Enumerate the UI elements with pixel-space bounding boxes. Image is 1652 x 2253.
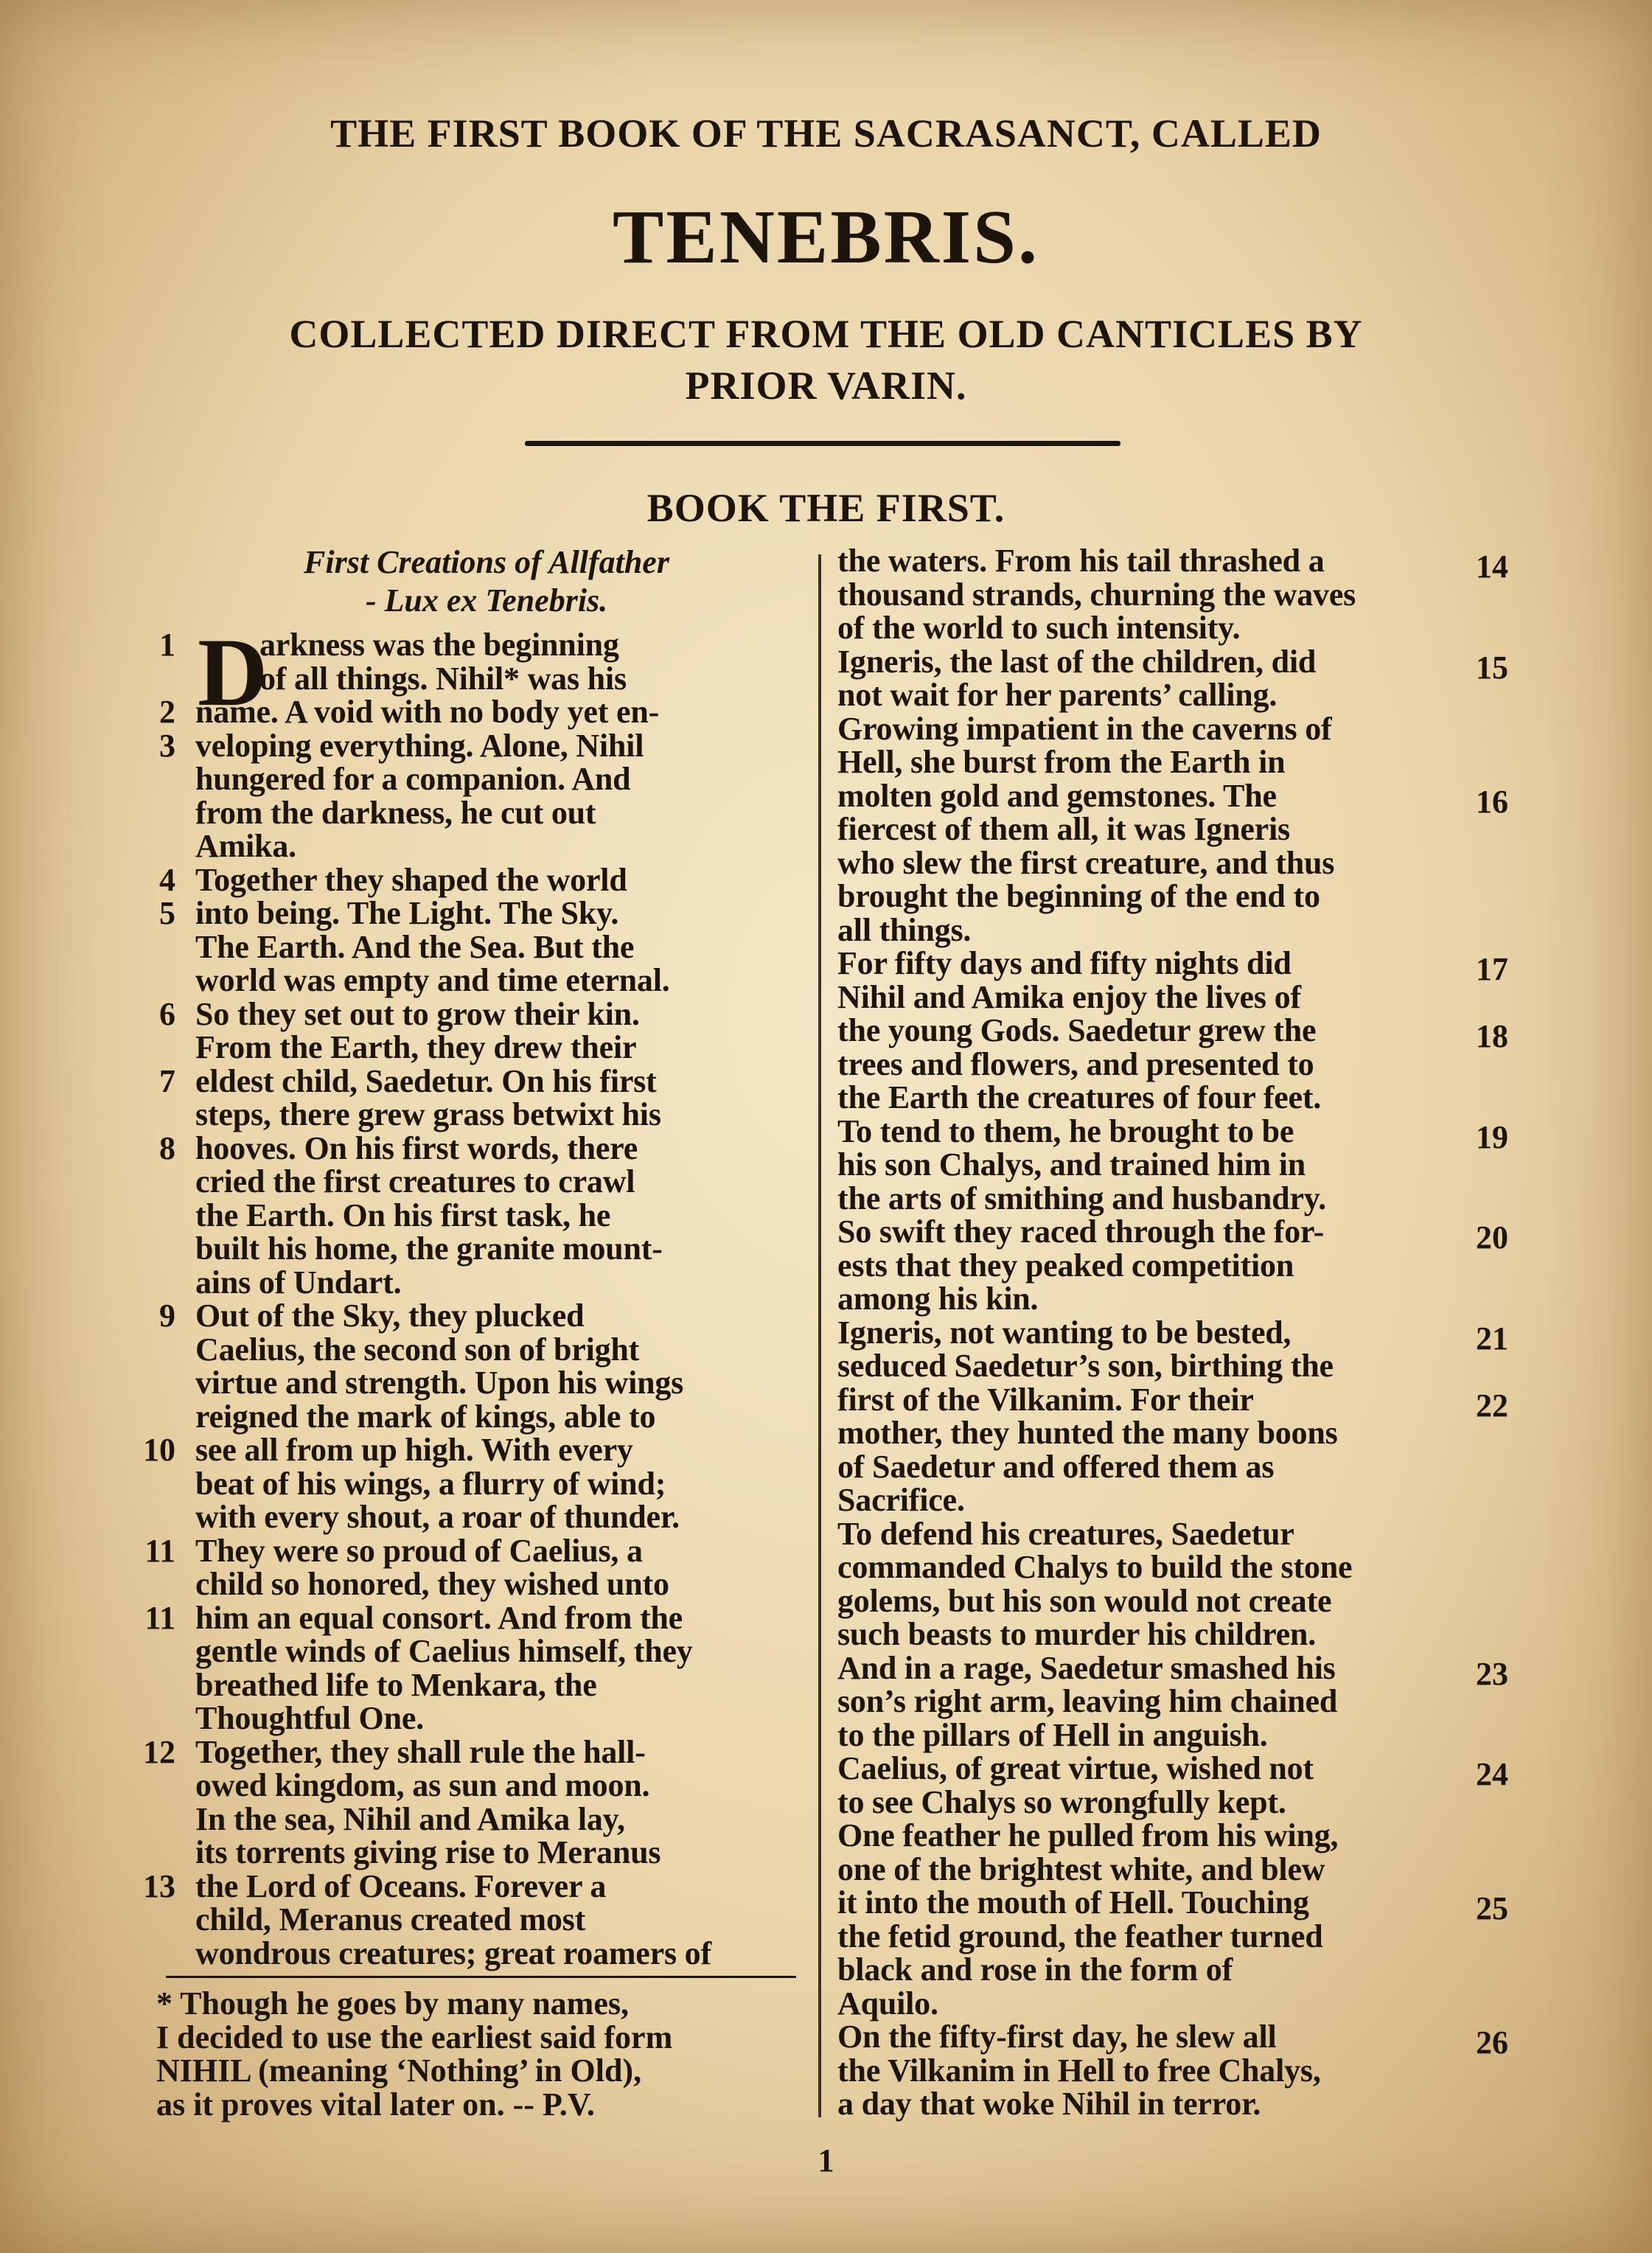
left-line: name. A void with no body yet en- — [195, 694, 660, 730]
verse-number: 12 — [143, 1733, 175, 1770]
left-line: Together, they shall rule the hall- — [195, 1733, 646, 1770]
right-line: On the fifty-first day, he slew all — [837, 2019, 1277, 2055]
verse-number: 17 — [1476, 951, 1508, 987]
right-line: all things. — [837, 911, 972, 948]
verse-number: 15 — [1476, 649, 1508, 686]
right-line: the Earth the creatures of four feet. — [837, 1079, 1322, 1115]
left-line: From the Earth, they drew their — [195, 1029, 637, 1065]
left-line: into being. The Light. The Sky. — [195, 895, 619, 931]
footnote-line: * Though he goes by many names, — [156, 1985, 629, 2022]
right-line: son’s right arm, leaving him chained — [837, 1683, 1338, 1719]
verse-number: 25 — [1476, 1890, 1508, 1926]
drop-cap: D — [198, 618, 268, 726]
right-line: of Saedetur and offered them as — [837, 1448, 1275, 1485]
verse-number: 2 — [159, 694, 175, 730]
verse-number: 13 — [143, 1867, 175, 1904]
left-line: ains of Undart. — [195, 1264, 402, 1300]
left-line: veloping everything. Alone, Nihil — [195, 727, 644, 764]
verse-number: 11 — [144, 1532, 175, 1569]
right-line: it into the mouth of Hell. Touching — [837, 1884, 1309, 1921]
right-line: Aquilo. — [837, 1985, 938, 2022]
left-line: of all things. Nihil* was his — [259, 660, 627, 697]
verse-number: 26 — [1476, 2024, 1508, 2061]
page-title: TENEBRIS. — [613, 195, 1039, 279]
right-line: thousand strands, churning the waves — [837, 576, 1356, 613]
left-line: arkness was the beginning — [259, 627, 619, 663]
column-divider — [818, 554, 821, 2117]
verse-number: 6 — [159, 995, 175, 1032]
left-line: eldest child, Saedetur. On his first — [195, 1062, 657, 1099]
right-line: golems, but his son would not create — [837, 1582, 1332, 1619]
left-line: the Earth. On his first task, he — [195, 1197, 611, 1233]
left-line: steps, there grew grass betwixt his — [195, 1096, 661, 1132]
left-line: virtue and strength. Upon his wings — [195, 1365, 684, 1401]
footnote-divider — [166, 1976, 796, 1978]
left-line: breathed life to Menkara, the — [195, 1666, 597, 1703]
verse-number: 7 — [159, 1062, 175, 1099]
verse-number: 9 — [159, 1298, 175, 1334]
verse-number: 21 — [1476, 1320, 1508, 1357]
collected-line-1: COLLECTED DIRECT FROM THE OLD CANTICLES BY — [289, 312, 1363, 356]
verse-number: 10 — [143, 1432, 175, 1468]
right-line: To defend his creatures, Saedetur — [837, 1515, 1294, 1552]
verse-number: 8 — [159, 1129, 175, 1166]
right-line: one of the brightest white, and blew — [837, 1850, 1325, 1887]
left-line: beat of his wings, a flurry of wind; — [195, 1465, 666, 1502]
left-line: world was empty and time eternal. — [195, 962, 670, 998]
left-line: Out of the Sky, they plucked — [195, 1298, 585, 1334]
right-line: to see Chalys so wrongfully kept. — [837, 1783, 1286, 1820]
left-line: built his home, the granite mount- — [195, 1230, 663, 1267]
title-divider — [525, 441, 1120, 446]
left-line: cried the first creatures to crawl — [195, 1163, 635, 1199]
right-line: the waters. From his tail thrashed a — [837, 543, 1325, 579]
right-line: to the pillars of Hell in anguish. — [837, 1716, 1268, 1753]
left-line: Amika. — [195, 828, 296, 864]
right-line: For fifty days and fifty nights did — [837, 945, 1292, 981]
right-line: seduced Saedetur’s son, birthing the — [837, 1348, 1334, 1384]
right-line: the Vilkanim in Hell to free Chalys, — [837, 2052, 1321, 2089]
right-line: ests that they peaked competition — [837, 1247, 1294, 1284]
right-line: Igneris, not wanting to be bested, — [837, 1314, 1292, 1351]
footnote-line: as it proves vital later on. -- P.V. — [156, 2086, 595, 2123]
left-line: wondrous creatures; great roamers of — [195, 1935, 711, 1971]
left-line: They were so proud of Caelius, a — [195, 1532, 643, 1569]
footnote-line: NIHIL (meaning ‘Nothing’ in Old), — [156, 2052, 642, 2089]
section-subtitle-line-2: - Lux ex Tenebris. — [365, 582, 608, 619]
left-line: Caelius, the second son of bright — [195, 1331, 640, 1368]
left-line: him an equal consort. And from the — [195, 1599, 683, 1636]
verse-number: 11 — [144, 1599, 175, 1636]
verse-number: 5 — [159, 895, 175, 931]
left-line: So they set out to grow their kin. — [195, 995, 640, 1032]
right-line: such beasts to murder his children. — [837, 1616, 1317, 1652]
right-line: Growing impatient in the caverns of — [837, 710, 1332, 747]
right-line: not wait for her parents’ calling. — [837, 677, 1278, 713]
verse-number: 1 — [159, 627, 175, 663]
right-line: among his kin. — [837, 1281, 1039, 1317]
left-line: child, Meranus created most — [195, 1901, 586, 1937]
right-line: first of the Vilkanim. For their — [837, 1381, 1254, 1418]
right-line: a day that woke Nihil in terror. — [837, 2086, 1261, 2122]
right-line: who slew the first creature, and thus — [837, 844, 1335, 881]
collected-by — [0, 308, 1652, 411]
right-line: Igneris, the last of the children, did — [837, 643, 1317, 680]
right-line: And in a rage, Saedetur smashed his — [837, 1649, 1336, 1686]
right-line: the young Gods. Saedetur grew the — [837, 1012, 1317, 1048]
right-line: Nihil and Amika enjoy the lives of — [837, 978, 1301, 1015]
right-line: Hell, she burst from the Earth in — [837, 744, 1286, 780]
right-line: Caelius, of great virtue, wished not — [837, 1750, 1314, 1786]
right-line: the fetid ground, the feather turned — [837, 1918, 1323, 1954]
right-line: So swift they raced through the for- — [837, 1213, 1325, 1250]
right-line: brought the beginning of the end to — [837, 878, 1320, 914]
right-line: trees and flowers, and presented to — [837, 1045, 1314, 1082]
right-line: To tend to them, he brought to be — [837, 1112, 1294, 1149]
right-line: fiercest of them all, it was Igneris — [837, 811, 1290, 847]
verse-number: 24 — [1476, 1756, 1508, 1792]
section-subtitle-line-1: First Creations of Allfather — [304, 544, 669, 580]
verse-number: 22 — [1476, 1387, 1508, 1424]
right-line: Sacrifice. — [837, 1482, 965, 1518]
verse-number: 18 — [1476, 1018, 1508, 1054]
right-line: One feather he pulled from his wing, — [837, 1817, 1339, 1853]
verse-number: 14 — [1476, 549, 1508, 585]
left-line: child so honored, they wished unto — [195, 1566, 669, 1602]
left-line: The Earth. And the Sea. But the — [195, 928, 635, 965]
verse-number: 3 — [159, 727, 175, 764]
left-line: with every shout, a roar of thunder. — [195, 1499, 680, 1535]
collected-line-2: PRIOR VARIN. — [685, 363, 967, 408]
right-line: black and rose in the form of — [837, 1951, 1233, 1988]
verse-number: 20 — [1476, 1219, 1508, 1256]
left-line: reigned the mark of kings, able to — [195, 1398, 656, 1435]
verse-number: 19 — [1476, 1118, 1508, 1155]
header-line: THE FIRST BOOK OF THE SACRASANCT, CALLED — [330, 111, 1322, 156]
right-line: molten gold and gemstones. The — [837, 777, 1277, 814]
left-line: hooves. On his first words, there — [195, 1129, 638, 1166]
left-line: owed kingdom, as sun and moon. — [195, 1767, 650, 1803]
verse-number: 4 — [159, 861, 175, 898]
verse-number: 16 — [1476, 783, 1508, 820]
right-line: mother, they hunted the many boons — [837, 1415, 1338, 1451]
right-line: his son Chalys, and trained him in — [837, 1146, 1306, 1183]
left-line: see all from up high. With every — [195, 1432, 633, 1468]
verse-number: 23 — [1476, 1655, 1508, 1692]
page-number: 1 — [818, 2142, 834, 2179]
left-line: its torrents giving rise to Meranus — [195, 1834, 661, 1870]
left-line: the Lord of Oceans. Forever a — [195, 1867, 607, 1904]
left-line: Thoughtful One. — [195, 1700, 424, 1736]
right-line: the arts of smithing and husbandry. — [837, 1180, 1326, 1216]
left-line: gentle winds of Caelius himself, they — [195, 1633, 693, 1669]
book-heading: BOOK THE FIRST. — [646, 486, 1006, 530]
right-line: commanded Chalys to build the stone — [837, 1549, 1353, 1585]
footnote-line: I decided to use the earliest said form — [156, 2019, 673, 2055]
left-line: from the darkness, he cut out — [195, 794, 596, 831]
left-line: In the sea, Nihil and Amika lay, — [195, 1800, 625, 1837]
left-line: Together they shaped the world — [195, 861, 627, 898]
right-line: of the world to such intensity. — [837, 610, 1241, 646]
left-line: hungered for a companion. And — [195, 761, 631, 797]
